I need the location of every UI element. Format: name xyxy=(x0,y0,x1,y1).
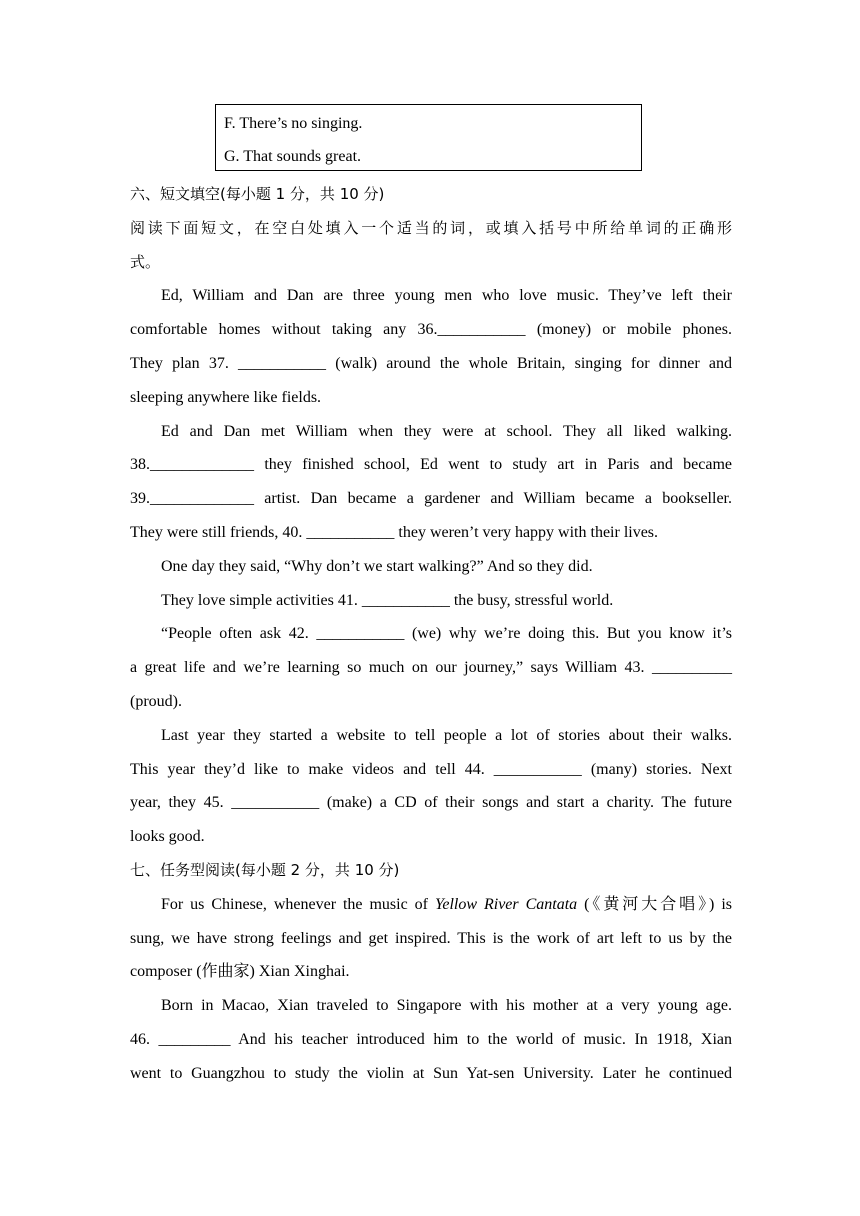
cantata-title: Yellow River Cantata xyxy=(434,895,578,913)
passage-line: comfortable homes without taking any 36.___________ (money) or mobile phones. xyxy=(130,321,732,339)
answer-options-box xyxy=(215,104,642,171)
passage-line: They plan 37. ___________ (walk) around the whole Britain, singing for dinner and xyxy=(130,354,732,372)
passage-line: 38._____________ they finished school, Ed went to study art in Paris and became xyxy=(130,456,732,474)
passage-line: year, they 45. ___________ (make) a CD of their songs and start a charity. The future xyxy=(130,794,732,812)
option-g: G. That sounds great. xyxy=(224,148,362,165)
section6-heading: 六、短文填空(每小题 1 分，共 10 分) xyxy=(130,185,385,203)
passage-line: sleeping anywhere like fields. xyxy=(130,388,322,406)
passage-line: 39._____________ artist. Dan became a gardener and William became a bookseller. xyxy=(130,490,732,508)
reading-line: composer (作曲家) Xian Xinghai. xyxy=(130,963,350,981)
section6-instruction-line2: 式。 xyxy=(130,252,161,271)
reading-line: went to Guangzhou to study the violin at Sun Yat-sen University. Later he continued xyxy=(130,1064,732,1082)
reading-line: Born in Macao, Xian traveled to Singapore with his mother at a very young age. xyxy=(161,997,732,1015)
reading-line xyxy=(130,888,732,922)
passage-line: One day they said, “Why don’t we start walking?” And so they did. xyxy=(161,557,593,575)
section6-instruction-line1: 阅读下面短文，在空白处填入一个适当的词，或填入括号中所给单词的正确形 xyxy=(130,218,732,237)
passage-line: (proud). xyxy=(130,692,182,710)
reading-text: (《黄河大合唱》) is xyxy=(577,895,732,913)
passage-line: Ed and Dan met William when they were at school. They all liked walking. xyxy=(161,422,732,440)
passage-line: a great life and we’re learning so much on our journey,” says William 43. __________ xyxy=(130,659,732,677)
section7-heading: 七、任务型阅读(每小题 2 分，共 10 分) xyxy=(130,860,400,879)
reading-line: sung, we have strong feelings and get inspired. This is the work of art left to us by the xyxy=(130,929,732,947)
passage-line: Ed, William and Dan are three young men who love music. They’ve left their xyxy=(161,287,732,305)
option-f: F. There’s no singing. xyxy=(224,115,363,132)
passage-line: They love simple activities 41. ___________ the busy, stressful world. xyxy=(161,591,614,609)
passage-line: They were still friends, 40. ___________ they weren’t very happy with their lives. xyxy=(130,523,659,541)
passage-line: Last year they started a website to tell people a lot of stories about their walks. xyxy=(161,726,732,744)
reading-line: 46. _________ And his teacher introduced him to the world of music. In 1918, Xian xyxy=(130,1030,732,1048)
passage-line: This year they’d like to make videos and tell 44. ___________ (many) stories. Next xyxy=(130,760,732,778)
reading-text: For us Chinese, whenever the music of xyxy=(161,895,435,913)
passage-line: “People often ask 42. ___________ (we) why we’re doing this. But you know it’s xyxy=(161,625,732,643)
main-content xyxy=(130,178,732,1091)
passage-line: looks good. xyxy=(130,828,205,846)
